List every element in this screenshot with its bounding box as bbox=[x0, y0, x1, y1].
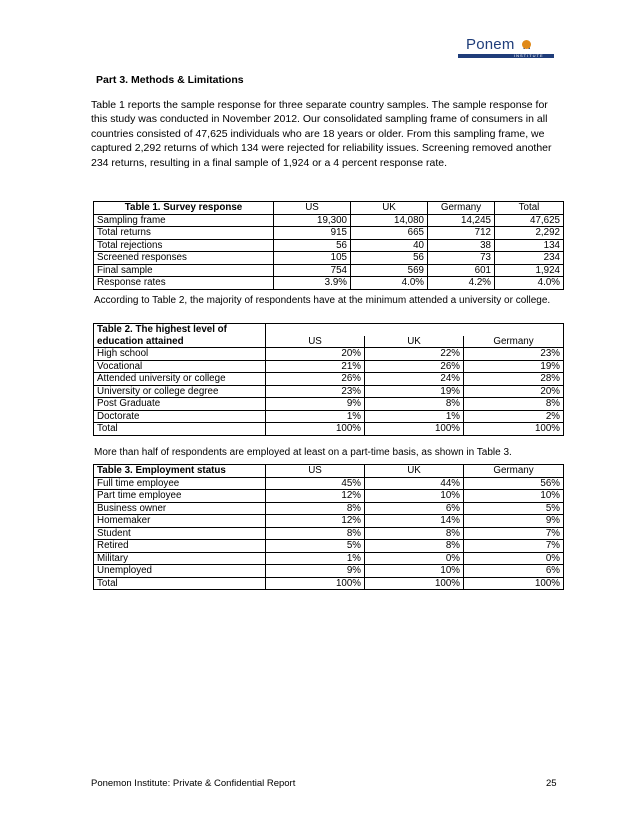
table-row bbox=[94, 552, 564, 565]
employment-table bbox=[93, 464, 564, 590]
row-label: Student bbox=[94, 527, 266, 540]
cell-value: 134 bbox=[495, 239, 564, 252]
table-title: Table 3. Employment status bbox=[94, 465, 266, 478]
cell-value: 20% bbox=[464, 385, 564, 398]
table-row bbox=[94, 502, 564, 515]
logo-tagline: INSTITUTE bbox=[514, 53, 544, 58]
cell-value: 2,292 bbox=[495, 227, 564, 240]
table-row bbox=[94, 527, 564, 540]
cell-value: 8% bbox=[365, 540, 464, 553]
row-label: Screened responses bbox=[94, 252, 274, 265]
row-label: Part time employee bbox=[94, 490, 266, 503]
column-header: Germany bbox=[428, 202, 495, 215]
table-row bbox=[94, 373, 564, 386]
row-label: Retired bbox=[94, 540, 266, 553]
cell-value: 45% bbox=[266, 477, 365, 490]
row-label: Total rejections bbox=[94, 239, 274, 252]
row-label: Vocational bbox=[94, 360, 266, 373]
cell-value: 3.9% bbox=[274, 277, 351, 290]
section-heading: Part 3. Methods & Limitations bbox=[96, 74, 244, 86]
cell-value: 0% bbox=[464, 552, 564, 565]
sun-icon bbox=[522, 40, 531, 49]
cell-value: 47,625 bbox=[495, 214, 564, 227]
cell-value: 14,080 bbox=[351, 214, 428, 227]
cell-value: 14% bbox=[365, 515, 464, 528]
cell-value: 1% bbox=[266, 552, 365, 565]
cell-value: 14,245 bbox=[428, 214, 495, 227]
row-label: Response rates bbox=[94, 277, 274, 290]
row-label: High school bbox=[94, 348, 266, 361]
table-row bbox=[94, 239, 564, 252]
cell-value: 601 bbox=[428, 264, 495, 277]
cell-value: 6% bbox=[464, 565, 564, 578]
row-label: Military bbox=[94, 552, 266, 565]
cell-value: 8% bbox=[365, 527, 464, 540]
logo-wordmark: Ponem bbox=[466, 36, 515, 53]
column-header: Germany bbox=[464, 336, 564, 348]
cell-value: 19,300 bbox=[274, 214, 351, 227]
column-header: Total bbox=[495, 202, 564, 215]
cell-value: 21% bbox=[266, 360, 365, 373]
cell-value: 7% bbox=[464, 540, 564, 553]
cell-value: 712 bbox=[428, 227, 495, 240]
table-row bbox=[94, 410, 564, 423]
table-row bbox=[94, 423, 564, 436]
cell-value: 2% bbox=[464, 410, 564, 423]
table-row bbox=[94, 515, 564, 528]
row-label: Total returns bbox=[94, 227, 274, 240]
cell-value: 23% bbox=[464, 348, 564, 361]
cell-value: 0% bbox=[365, 552, 464, 565]
cell-value: 100% bbox=[266, 423, 365, 436]
cell-value: 12% bbox=[266, 490, 365, 503]
cell-value: 73 bbox=[428, 252, 495, 265]
table-row bbox=[94, 360, 564, 373]
table-title: education attained bbox=[94, 336, 266, 348]
cell-value: 38 bbox=[428, 239, 495, 252]
cell-value: 9% bbox=[266, 565, 365, 578]
table3-intro: More than half of respondents are employed at least on a part-time basis, as shown in Table 3. bbox=[94, 447, 512, 458]
table-title: Table 2. The highest level of bbox=[94, 324, 266, 336]
table-row bbox=[94, 565, 564, 578]
table-header-row bbox=[94, 465, 564, 478]
cell-value: 1,924 bbox=[495, 264, 564, 277]
cell-value: 56 bbox=[351, 252, 428, 265]
cell-value: 100% bbox=[464, 423, 564, 436]
column-header: US bbox=[274, 202, 351, 215]
intro-paragraph: Table 1 reports the sample response for three separate country samples. The sample response for this study was conducted in November 2012. Our consolidated sampling frame of consumers in all countries consisted of 47,625 individuals who are 18 years or older. From this sampling frame, we captured 2,292 returns of which 134 were rejected for reliability issues. Screening removed another 234 returns, resulting in a final sample of 1,924 or a 4 percent response rate. bbox=[91, 99, 552, 169]
cell-value: 23% bbox=[266, 385, 365, 398]
cell-value: 8% bbox=[464, 398, 564, 411]
row-label: Attended university or college bbox=[94, 373, 266, 386]
page-number: 25 bbox=[546, 778, 557, 789]
cell-value: 40 bbox=[351, 239, 428, 252]
table-row bbox=[94, 385, 564, 398]
table-row bbox=[94, 490, 564, 503]
table-row bbox=[94, 577, 564, 590]
column-header: UK bbox=[365, 465, 464, 478]
cell-value: 8% bbox=[365, 398, 464, 411]
column-header: UK bbox=[365, 336, 464, 348]
cell-value: 4.0% bbox=[351, 277, 428, 290]
row-label: Final sample bbox=[94, 264, 274, 277]
cell-value: 915 bbox=[274, 227, 351, 240]
cell-value: 5% bbox=[464, 502, 564, 515]
cell-value: 9% bbox=[266, 398, 365, 411]
cell-value: 1% bbox=[365, 410, 464, 423]
cell-value: 6% bbox=[365, 502, 464, 515]
cell-value: 234 bbox=[495, 252, 564, 265]
cell-value: 100% bbox=[365, 577, 464, 590]
row-label: Business owner bbox=[94, 502, 266, 515]
row-label: Doctorate bbox=[94, 410, 266, 423]
footer-text: Ponemon Institute: Private & Confidential Report bbox=[91, 778, 296, 789]
cell-value: 100% bbox=[365, 423, 464, 436]
table-header-row bbox=[94, 336, 564, 348]
cell-value: 9% bbox=[464, 515, 564, 528]
survey-response-table bbox=[93, 201, 564, 290]
cell-value: 44% bbox=[365, 477, 464, 490]
table-row bbox=[94, 398, 564, 411]
ponemon-logo bbox=[458, 36, 554, 62]
cell-value: 1% bbox=[266, 410, 365, 423]
table2-intro: According to Table 2, the majority of respondents have at the minimum attended a university or college. bbox=[94, 295, 551, 306]
cell-value: 4.2% bbox=[428, 277, 495, 290]
row-label: Full time employee bbox=[94, 477, 266, 490]
table-row bbox=[94, 227, 564, 240]
column-header: US bbox=[266, 336, 365, 348]
column-header: US bbox=[266, 465, 365, 478]
education-table bbox=[93, 323, 564, 436]
cell-value: 8% bbox=[266, 527, 365, 540]
table-row bbox=[94, 277, 564, 290]
cell-value: 100% bbox=[464, 577, 564, 590]
row-label: Unemployed bbox=[94, 565, 266, 578]
row-label: Total bbox=[94, 577, 266, 590]
cell-value: 105 bbox=[274, 252, 351, 265]
table-header-row bbox=[94, 202, 564, 215]
row-label: Post Graduate bbox=[94, 398, 266, 411]
cell-value: 100% bbox=[266, 577, 365, 590]
cell-value: 665 bbox=[351, 227, 428, 240]
cell-value: 10% bbox=[365, 565, 464, 578]
cell-value: 10% bbox=[365, 490, 464, 503]
column-header: Germany bbox=[464, 465, 564, 478]
cell-value: 56% bbox=[464, 477, 564, 490]
cell-value: 19% bbox=[464, 360, 564, 373]
cell-value: 22% bbox=[365, 348, 464, 361]
table-header-row bbox=[94, 324, 564, 336]
cell-value: 56 bbox=[274, 239, 351, 252]
column-header: UK bbox=[351, 202, 428, 215]
table-row bbox=[94, 477, 564, 490]
row-label: University or college degree bbox=[94, 385, 266, 398]
table-row bbox=[94, 264, 564, 277]
row-label: Homemaker bbox=[94, 515, 266, 528]
cell-value: 4.0% bbox=[495, 277, 564, 290]
cell-value: 26% bbox=[365, 360, 464, 373]
table-row bbox=[94, 214, 564, 227]
table-row bbox=[94, 540, 564, 553]
cell-value: 26% bbox=[266, 373, 365, 386]
cell-value: 19% bbox=[365, 385, 464, 398]
cell-value: 28% bbox=[464, 373, 564, 386]
cell-value: 8% bbox=[266, 502, 365, 515]
cell-value: 10% bbox=[464, 490, 564, 503]
cell-value: 5% bbox=[266, 540, 365, 553]
table-title: Table 1. Survey response bbox=[94, 202, 274, 215]
cell-value: 7% bbox=[464, 527, 564, 540]
cell-value: 754 bbox=[274, 264, 351, 277]
row-label: Total bbox=[94, 423, 266, 436]
cell-value: 569 bbox=[351, 264, 428, 277]
row-label: Sampling frame bbox=[94, 214, 274, 227]
cell-value: 12% bbox=[266, 515, 365, 528]
table-row bbox=[94, 348, 564, 361]
table-row bbox=[94, 252, 564, 265]
cell-value: 20% bbox=[266, 348, 365, 361]
cell-value: 24% bbox=[365, 373, 464, 386]
